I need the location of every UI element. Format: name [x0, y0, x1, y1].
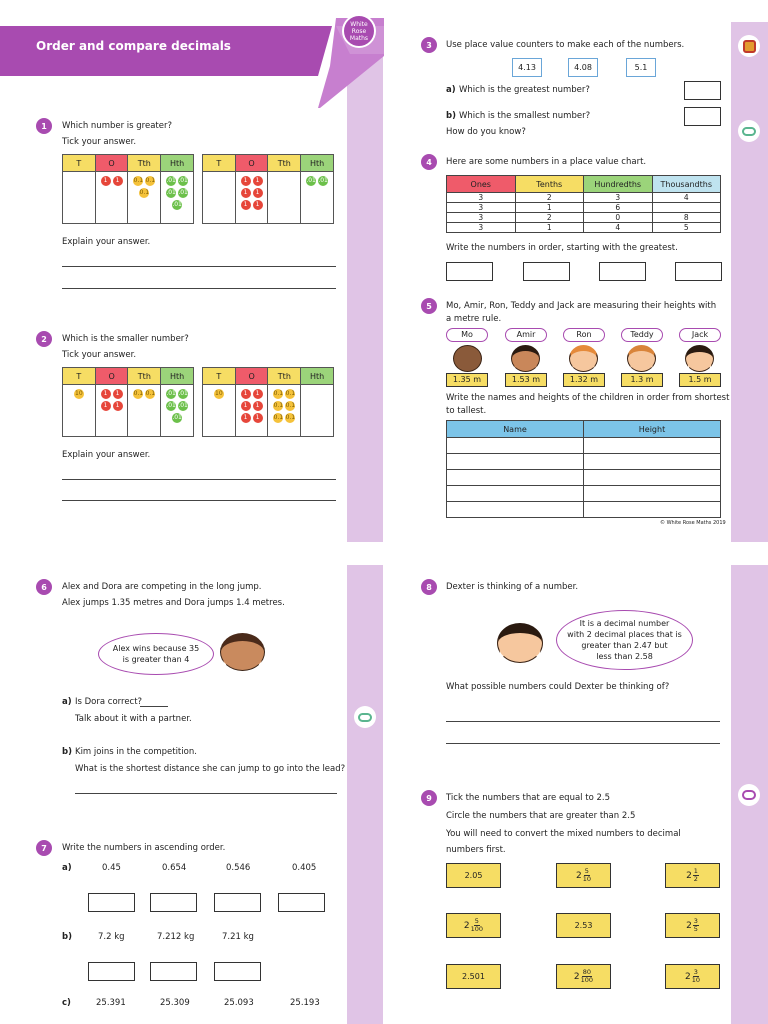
cloud-icon	[354, 706, 376, 728]
q7-b-value: 7.212 kg	[157, 932, 195, 942]
cell: 8	[652, 213, 721, 223]
answer-cell[interactable]	[447, 502, 584, 518]
answer-box[interactable]	[684, 81, 721, 100]
q1-chart-right[interactable]: T O Tth Hth 1 11 11 1 .01 .01	[202, 154, 334, 224]
q2-chart-right[interactable]: T O Tth Hth 10 1 11 11 1 0.1 0.10.1 0.10.1 0.1	[202, 367, 334, 437]
q5-text-cont: a metre rule.	[446, 314, 502, 324]
q6-text-cont: Alex jumps 1.35 metres and Dora jumps 1.4 metres.	[62, 598, 285, 608]
q4-text: Here are some numbers in a place value chart.	[446, 157, 647, 167]
mixed-number: 2 $\frac{5}{10}$	[575, 867, 591, 883]
answer-box[interactable]	[278, 893, 325, 912]
bubble-line-1: Alex wins because 35	[112, 644, 200, 653]
mixed-number: 2 $\frac{80}{100}$	[573, 968, 594, 984]
q2-chart-left[interactable]: T O Tth Hth 10 1 11 1 0.1 0.1 .01 .01.01 .01.01	[62, 367, 194, 437]
bubble-line-3: greater than 2.47 but	[581, 641, 668, 650]
answer-cell[interactable]	[584, 470, 721, 486]
mixed-number: 2 $\frac{3}{5}$	[686, 917, 698, 933]
q6-a-label: a)	[62, 697, 72, 707]
child-face-amir	[511, 345, 540, 372]
question-8-number: 8	[421, 579, 437, 595]
q7-c-value: 25.193	[290, 998, 320, 1008]
counter-hundredth: .01	[178, 177, 188, 184]
col-tenths: Tenths	[515, 176, 584, 193]
q3-b-label: b)	[446, 111, 456, 121]
pv-header-t: T	[203, 155, 236, 172]
height-tag: 1.53 m	[505, 373, 547, 387]
q7-c-value: 25.093	[224, 998, 254, 1008]
q7-a-value: 0.45	[102, 863, 121, 873]
q7-text: Write the numbers in ascending order.	[62, 843, 226, 853]
q3-b-followup: How do you know?	[446, 127, 526, 137]
page3-sidebar	[347, 565, 383, 1024]
q1-instruction: Tick your answer.	[62, 137, 137, 147]
cell: 0	[584, 213, 653, 223]
question-2-number: 2	[36, 331, 52, 347]
pv-header-hth: Hth	[161, 155, 194, 172]
q5-instruction-cont: to tallest.	[446, 406, 487, 416]
card-value: 2.53	[574, 921, 593, 930]
title-banner	[0, 14, 384, 109]
jigsaw-icon	[738, 35, 760, 57]
child-face-ron	[569, 345, 598, 372]
pv-header-t: T	[203, 368, 236, 385]
cell: 1	[515, 203, 584, 213]
answer-line[interactable]	[75, 793, 337, 794]
counter-hundredth: .01	[166, 189, 176, 196]
q6-b-text: Kim joins in the competition.	[75, 747, 197, 757]
col-height: Height	[584, 421, 721, 438]
q4-instruction: Write the numbers in order, starting with the greatest.	[446, 243, 678, 253]
q8-question: What possible numbers could Dexter be thinking of?	[446, 682, 670, 692]
number-card: 5.1	[626, 58, 656, 77]
q7-a-value: 0.405	[292, 863, 317, 873]
q7-b-value: 7.21 kg	[222, 932, 254, 942]
pv-header-o: O	[95, 155, 128, 172]
q7-c-label: c)	[62, 998, 71, 1008]
cell: 2	[515, 213, 584, 223]
counter-one: 1	[101, 176, 111, 186]
q7-a-value: 0.654	[162, 863, 187, 873]
pv-header-hth: Hth	[301, 155, 334, 172]
pv-header-hth: Hth	[301, 368, 334, 385]
q7-b-label: b)	[62, 932, 72, 942]
number-card[interactable]	[556, 964, 611, 989]
answer-box[interactable]	[675, 262, 722, 281]
question-3-number: 3	[421, 37, 437, 53]
answer-line[interactable]	[140, 706, 168, 707]
page2-sidebar	[731, 22, 768, 542]
counter-hundredth: .01	[166, 177, 176, 184]
col-hundredths: Hundredths	[584, 176, 653, 193]
q9-text: Tick the numbers that are equal to 2.5	[446, 793, 610, 803]
cloud-icon	[738, 784, 760, 806]
logo-text-maths: Maths	[349, 35, 369, 42]
dexter-face	[497, 623, 543, 663]
child-face-mo	[453, 345, 482, 372]
counter-one: 1	[113, 176, 123, 186]
question-1-number: 1	[36, 118, 52, 134]
cell: 6	[584, 203, 653, 213]
number-card[interactable]	[446, 913, 501, 938]
q6-b-followup: What is the shortest distance she can jump to go into the lead?	[75, 764, 346, 774]
answer-line[interactable]	[446, 721, 720, 722]
answer-box[interactable]	[88, 893, 135, 912]
child-face-teddy	[627, 345, 656, 372]
col-ones: Ones	[447, 176, 516, 193]
answer-line[interactable]	[62, 288, 336, 289]
answer-box[interactable]	[214, 962, 261, 981]
question-4-number: 4	[421, 154, 437, 170]
q6-a-text: Is Dora correct?	[75, 697, 143, 707]
speech-bubble	[556, 610, 693, 670]
bubble-line-1: It is a decimal number	[579, 619, 670, 628]
dora-face	[220, 633, 265, 671]
mixed-number: 2 $\frac{3}{10}$	[684, 968, 700, 984]
answer-cell[interactable]	[447, 454, 584, 470]
question-7-number: 7	[36, 840, 52, 856]
number-card[interactable]	[556, 863, 611, 888]
answer-cell[interactable]	[447, 470, 584, 486]
number-card[interactable]	[556, 913, 611, 938]
pv-header-tth: Tth	[268, 155, 301, 172]
cell: 5	[652, 223, 721, 233]
bubble-line-2: with 2 decimal places that is	[567, 630, 682, 639]
q7-a-label: a)	[62, 863, 72, 873]
mixed-number: 2 $\frac{1}{2}$	[686, 867, 698, 883]
answer-line[interactable]	[62, 479, 336, 480]
card-value: 2.05	[464, 871, 483, 880]
cell: 3	[447, 193, 516, 203]
answer-cell[interactable]	[584, 454, 721, 470]
cell	[652, 203, 721, 213]
cell: 4	[652, 193, 721, 203]
cell: 3	[447, 203, 516, 213]
q3-a-label: a)	[446, 85, 456, 95]
height-tag: 1.3 m	[621, 373, 663, 387]
logo-text-white: White	[350, 21, 368, 28]
height-tag: 1.5 m	[679, 373, 721, 387]
pv-header-tth: Tth	[128, 368, 161, 385]
question-6-number: 6	[36, 579, 52, 595]
q1-explain: Explain your answer.	[62, 237, 151, 247]
q8-text: Dexter is thinking of a number.	[446, 582, 579, 592]
col-thousandths: Thousandths	[652, 176, 721, 193]
answer-box[interactable]	[88, 962, 135, 981]
answer-box[interactable]	[150, 962, 197, 981]
number-card[interactable]	[665, 863, 720, 888]
cell: 3	[447, 223, 516, 233]
pv-header-hth: Hth	[161, 368, 194, 385]
q9-text-2: Circle the numbers that are greater than 2.5	[446, 811, 636, 821]
q1-text: Which number is greater?	[62, 121, 172, 131]
pv-header-tth: Tth	[128, 155, 161, 172]
q4-place-value-chart	[446, 175, 721, 233]
copyright: © White Rose Maths 2019	[660, 520, 726, 526]
cell: 2	[515, 193, 584, 203]
answer-cell[interactable]	[584, 502, 721, 518]
pv-header-o: O	[95, 368, 128, 385]
cloud-icon	[738, 120, 760, 142]
answer-cell[interactable]	[584, 438, 721, 454]
q5-text: Mo, Amir, Ron, Teddy and Jack are measuring their heights with	[446, 301, 717, 311]
q7-b-value: 7.2 kg	[98, 932, 125, 942]
q3-b-text: Which is the smallest number?	[459, 111, 591, 121]
question-5-number: 5	[421, 298, 437, 314]
child-face-jack	[685, 345, 714, 372]
counter-hundredth: .01	[178, 189, 188, 196]
height-tag: 1.35 m	[446, 373, 488, 387]
pv-header-t: T	[63, 368, 96, 385]
speech-bubble	[98, 633, 214, 675]
cell: 1	[515, 223, 584, 233]
cell: 3	[447, 213, 516, 223]
cell: 3	[584, 193, 653, 203]
answer-box[interactable]	[214, 893, 261, 912]
answer-line[interactable]	[62, 500, 336, 501]
pv-header-o: O	[235, 368, 268, 385]
q6-text: Alex and Dora are competing in the long jump.	[62, 582, 262, 592]
pv-header-t: T	[63, 155, 96, 172]
number-card: 4.08	[568, 58, 598, 77]
number-card[interactable]	[446, 964, 501, 989]
answer-cell[interactable]	[447, 486, 584, 502]
answer-cell[interactable]	[584, 486, 721, 502]
child-name-tag: Ron	[563, 328, 605, 342]
mixed-number: 2 $\frac{5}{100}$	[463, 917, 484, 933]
bubble-line-2: is greater than 4	[122, 655, 190, 664]
number-card: 4.13	[512, 58, 542, 77]
q7-c-value: 25.391	[96, 998, 126, 1008]
page-title: Order and compare decimals	[36, 39, 231, 53]
child-name-tag: Amir	[505, 328, 547, 342]
child-name-tag: Mo	[446, 328, 488, 342]
counter-hundredth: .01	[172, 201, 182, 208]
q2-instruction: Tick your answer.	[62, 350, 137, 360]
answer-box[interactable]	[446, 262, 493, 281]
answer-cell[interactable]	[447, 438, 584, 454]
answer-box[interactable]	[150, 893, 197, 912]
number-card[interactable]	[446, 863, 501, 888]
counter-tenth: 0.1	[145, 177, 156, 184]
q7-a-value: 0.546	[226, 863, 251, 873]
card-value: 2.501	[462, 972, 485, 981]
q2-text: Which is the smaller number?	[62, 334, 189, 344]
bubble-line-4: less than 2.58	[596, 652, 653, 661]
answer-line[interactable]	[446, 743, 720, 744]
q2-explain: Explain your answer.	[62, 450, 151, 460]
q1-chart-left[interactable]	[62, 154, 194, 224]
answer-box[interactable]	[684, 107, 721, 126]
child-name-tag: Jack	[679, 328, 721, 342]
question-9-number: 9	[421, 790, 437, 806]
q5-instruction: Write the names and heights of the children in order from shortest	[446, 393, 730, 403]
q9-text-4: numbers first.	[446, 845, 506, 855]
height-tag: 1.32 m	[563, 373, 605, 387]
q9-text-3: You will need to convert the mixed numbers to decimal	[446, 829, 681, 839]
q3-a-text: Which is the greatest number?	[459, 85, 590, 95]
answer-box[interactable]	[599, 262, 646, 281]
logo-text-rose: Rose	[351, 28, 367, 35]
counter-tenth: 0.1	[133, 177, 144, 184]
q5-answer-table[interactable]	[446, 420, 721, 518]
answer-line[interactable]	[62, 266, 336, 267]
counter-tenth: 0.1	[139, 189, 150, 196]
cell: 4	[584, 223, 653, 233]
answer-box[interactable]	[523, 262, 570, 281]
q3-text: Use place value counters to make each of the numbers.	[446, 40, 685, 50]
col-name: Name	[447, 421, 584, 438]
pv-header-o: O	[235, 155, 268, 172]
q7-c-value: 25.309	[160, 998, 190, 1008]
number-card[interactable]	[665, 964, 720, 989]
pv-header-tth: Tth	[268, 368, 301, 385]
child-name-tag: Teddy	[621, 328, 663, 342]
white-rose-logo	[342, 14, 376, 48]
q6-b-label: b)	[62, 747, 72, 757]
q6-a-followup: Talk about it with a partner.	[75, 714, 192, 724]
number-card[interactable]	[665, 913, 720, 938]
